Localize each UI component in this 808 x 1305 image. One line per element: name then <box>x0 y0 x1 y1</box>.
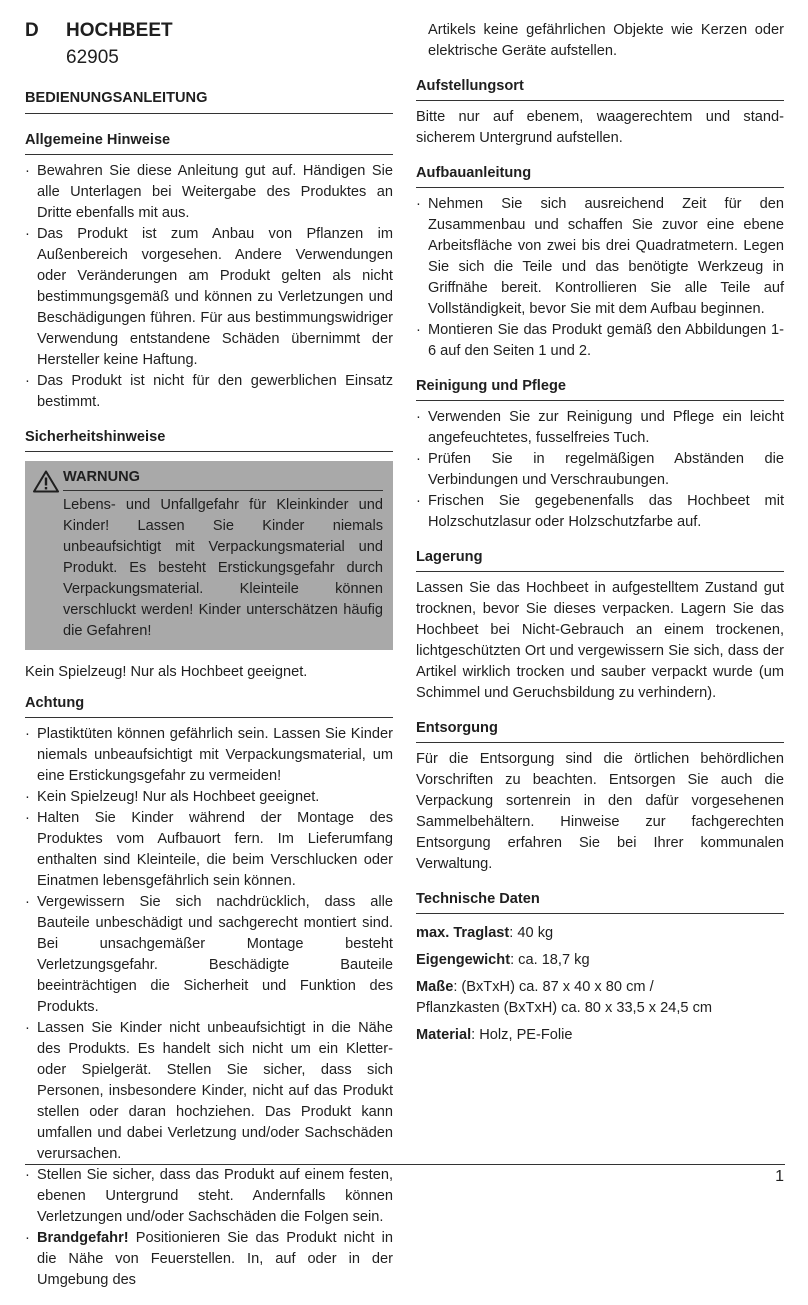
fire-warning-text: Positionieren Sie das Produkt nicht in die Nähe von Feuerstellen. In, auf oder in der Umgebung des <box>37 1230 393 1288</box>
section-heading: Sicherheitshinweise <box>25 427 393 452</box>
list-item: · Nehmen Sie sich ausreichend Zeit für den Zusammenbau und schaffen Sie zuvor eine ebene Arbeitsfläche von zwei bis drei Quadratmetern. Legen Sie sich die Teile und das benötigte Werkzeug in Griffnähe bereit. Kontrollieren Sie alle Teile auf Vollständigkeit, bevor Sie mit dem Aufbau beginnen. <box>416 194 784 320</box>
tech-weight-label: Eigengewicht <box>416 952 511 968</box>
assembly-list <box>416 194 784 362</box>
tech-weight-value: : ca. 18,7 kg <box>510 952 590 968</box>
attention-list <box>25 724 393 1291</box>
product-title: HOCHBEET <box>66 20 173 41</box>
storage-text: Lassen Sie das Hochbeet in aufgestelltem Zustand gut trocknen, bevor Sie dieses verpacken. Lagern Sie das Hochbeet bei Nicht-Gebrauch an einem trockenen, lichtgeschützten Ort und vergewissern Sie sich, dass der Artikel wirklich trocken und sauber verpackt wurde (um Schimmel und Geruchsbildung zu verhindern). <box>416 580 784 701</box>
list-item: · Halten Sie Kinder während der Montage des Produktes vom Aufbauort fern. Im Lieferumfang enthalten sind Kleinteile, die beim Verschlucken oder Einatmen lebensgefährlich sein können. <box>25 808 393 892</box>
continuation-text: Artikels keine gefährlichen Objekte wie Kerzen oder elektrische Geräte aufstellen. <box>428 22 784 59</box>
disposal-text: Für die Entsorgung sind die örtlichen behördlichen Vorschriften zu beachten. Entsorgen Sie auch die Verpackung sortenrein in den dafür vorgesehenen Sammelbehältern. Hinweise zur fachgerechten Entsorgung erfahren Sie bei Ihrer kommunalen Verwaltung. <box>416 751 784 872</box>
list-item: · Plastiktüten können gefährlich sein. Lassen Sie Kinder niemals unbeaufsichtigt mit Verpackungsmaterial, um eine Erstickungsgefahr zu vermeiden! <box>25 724 393 787</box>
location-text: Bitte nur auf ebenem, waagerechtem und stand-sicherem Untergrund aufstellen. <box>416 109 784 146</box>
section-safety <box>25 427 393 683</box>
page-number: 1 <box>775 1168 784 1185</box>
tech-material <box>416 1025 784 1046</box>
section-disposal <box>416 718 784 875</box>
section-heading: Reinigung und Pflege <box>416 376 784 401</box>
tech-dims-label: Maße <box>416 979 454 995</box>
warning-body <box>63 467 383 642</box>
general-list <box>25 161 393 413</box>
tech-dims-value: : (BxTxH) ca. 87 x 40 x 80 cm / <box>453 979 654 995</box>
section-heading: Technische Daten <box>416 889 784 914</box>
right-column <box>416 20 784 1060</box>
warning-box <box>25 461 393 650</box>
list-item-fire <box>25 1228 393 1291</box>
list-item: · Das Produkt ist zum Anbau von Pflanzen im Außenbereich vorgesehen. Andere Verwendungen oder Veränderungen am Produkt gelten als nicht bestimmungsgemäß und können zu Verletzungen und Beschädigungen führen. Für aus bestimmungswidriger Verwendung entstandene Schäden übernimmt der Hersteller keine Haftung. <box>25 224 393 371</box>
tech-load-value: : 40 kg <box>509 925 554 941</box>
section-assembly <box>416 163 784 362</box>
list-item: · Das Produkt ist nicht für den gewerblichen Einsatz bestimmt. <box>25 371 393 413</box>
list-item: · Frischen Sie gegebenenfalls das Hochbeet mit Holzschutzlasur oder Holzschutzfarbe auf. <box>416 491 784 533</box>
tech-dims-value-2: Pflanzkasten (BxTxH) ca. 80 x 33,5 x 24,5 cm <box>416 1000 713 1016</box>
section-general <box>25 130 393 413</box>
list-item: · Montieren Sie das Produkt gemäß den Abbildungen 1-6 auf den Seiten 1 und 2. <box>416 320 784 362</box>
section-heading: Achtung <box>25 693 393 718</box>
product-number: 62905 <box>66 47 119 68</box>
list-item: · Kein Spielzeug! Nur als Hochbeet geeignet. <box>25 787 393 808</box>
section-heading: Lagerung <box>416 547 784 572</box>
section-heading: Aufstellungsort <box>416 76 784 101</box>
tech-material-value: : Holz, PE-Folie <box>471 1027 573 1043</box>
tech-dimensions <box>416 977 784 1019</box>
section-heading: Allgemeine Hinweise <box>25 130 393 155</box>
list-item: · Prüfen Sie in regelmäßigen Abständen die Verbindungen und Verschraubungen. <box>416 449 784 491</box>
section-heading: Entsorgung <box>416 718 784 743</box>
tech-material-label: Material <box>416 1027 472 1043</box>
list-item: · Bewahren Sie diese Anleitung gut auf. Händigen Sie alle Unterlagen bei Weitergabe des Produktes an Dritte ebenfalls mit aus. <box>25 161 393 224</box>
section-attention <box>25 693 393 1291</box>
fire-warning-lead: Brandgefahr! <box>37 1230 129 1246</box>
language-code: D <box>25 20 39 41</box>
list-item: · Lassen Sie Kinder nicht unbeaufsichtigt in die Nähe des Produkts. Es handelt sich nicht um ein Kletter- oder Spielgerät. Stellen Sie sicher, dass sich Personen, insbesondere Kinder, nicht auf das Produkt stellen oder daran hochziehen. Das Produkt kann umfallen und dabei Verletzung und/oder Sachschäden verursachen. <box>25 1018 393 1165</box>
footer-divider <box>25 1164 785 1165</box>
tech-load-label: max. Traglast <box>416 925 510 941</box>
list-item: · Verwenden Sie zur Reinigung und Pflege ein leicht angefeuchtetes, fusselfreies Tuch. <box>416 407 784 449</box>
warning-triangle-icon <box>33 467 63 642</box>
tech-weight <box>416 950 784 971</box>
section-cleaning <box>416 376 784 533</box>
section-location <box>416 76 784 149</box>
section-storage <box>416 547 784 704</box>
left-column <box>25 88 393 1305</box>
document-title: BEDIENUNGSANLEITUNG <box>25 88 393 114</box>
warning-title: WARNUNG <box>63 467 383 491</box>
list-item: · Vergewissern Sie sich nachdrücklich, dass alle Bauteile unbeschädigt und sachgerecht montiert sind. Bei unsachgemäßer Montage besteht Verletzungsgefahr. Beschädigte Bauteile beeinträchtigen die Sicherheit und Funktion des Produkts. <box>25 892 393 1018</box>
tech-load <box>416 923 784 944</box>
cleaning-list <box>416 407 784 533</box>
section-tech-data <box>416 889 784 1046</box>
safety-note: Kein Spielzeug! Nur als Hochbeet geeignet. <box>25 664 308 680</box>
warning-text: Lebens- und Unfallgefahr für Kleinkinder und Kinder! Lassen Sie Kinder niemals unbeaufsichtigt mit Verpackungsmaterial und Produkt. Es besteht Erstickungsgefahr durch Verpackungsmaterial. Kleinteile können verschluckt werden! Kinder unterschätzen häufig die Gefahren! <box>63 497 383 639</box>
list-item: · Stellen Sie sicher, dass das Produkt auf einem festen, ebenen Untergrund steht. Andernfalls können Verletzungen und/oder Sachschäden die Folgen sein. <box>25 1165 393 1228</box>
section-heading: Aufbauanleitung <box>416 163 784 188</box>
